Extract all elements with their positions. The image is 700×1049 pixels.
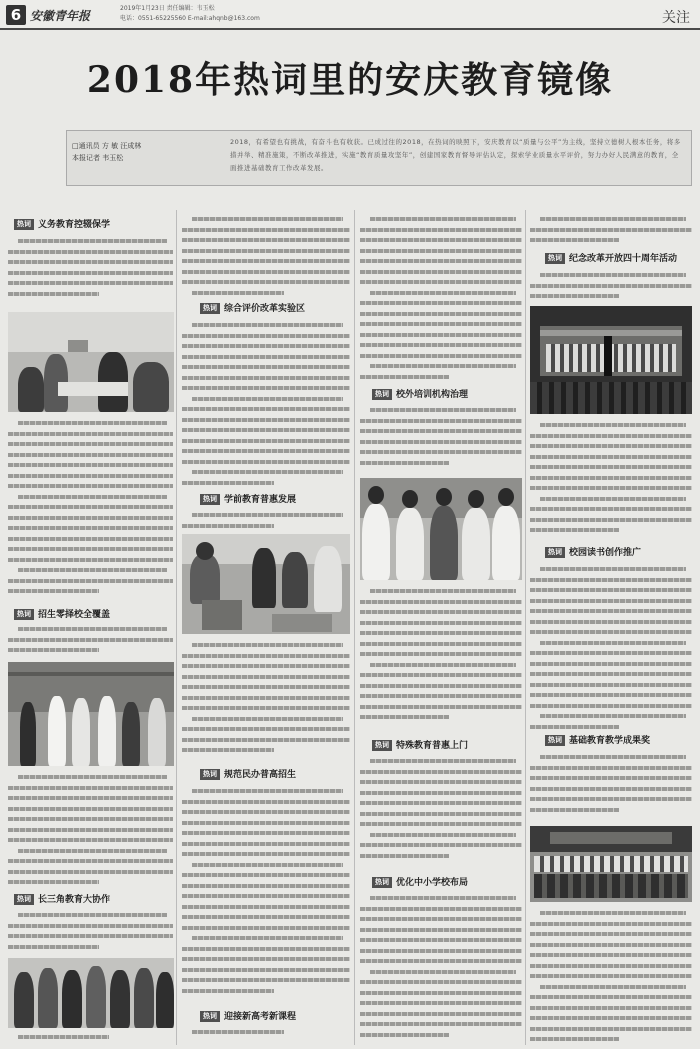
text-line — [360, 639, 522, 650]
text-line — [530, 431, 692, 442]
text-line — [530, 504, 692, 515]
article-text — [182, 640, 350, 760]
text-line — [530, 515, 692, 526]
byline-reporters: □通讯员 方 敏 汪成林 — [72, 142, 142, 150]
byline — [72, 140, 141, 164]
text-line — [182, 246, 350, 257]
section-heading — [14, 893, 110, 907]
text-line — [360, 809, 522, 820]
text-line — [8, 910, 173, 921]
text-line — [8, 942, 173, 953]
text-line — [8, 460, 173, 471]
text-line — [530, 701, 692, 712]
text-line — [8, 555, 173, 566]
text-line — [530, 711, 692, 722]
article-text — [530, 420, 692, 542]
text-line — [182, 693, 350, 704]
article-text — [8, 236, 173, 308]
text-line — [360, 586, 522, 597]
text-line — [182, 362, 350, 373]
section-title: 优化中小学校布局 — [396, 878, 469, 888]
text-line — [360, 597, 522, 608]
text-line — [360, 660, 522, 671]
text-line — [530, 971, 692, 982]
section-title: 学前教育普惠发展 — [224, 495, 297, 505]
text-line — [360, 458, 522, 469]
text-line — [8, 825, 173, 836]
text-line — [360, 702, 522, 713]
text-line — [360, 649, 522, 660]
article-text — [182, 214, 350, 299]
text-line — [530, 752, 692, 763]
text-line — [360, 298, 522, 309]
section-tag: 热词 — [545, 253, 565, 264]
photo-children-playing — [182, 534, 350, 634]
column-divider — [525, 210, 526, 1045]
text-line — [182, 467, 350, 478]
article-text — [530, 214, 692, 246]
text-line — [530, 992, 692, 1003]
text-line — [182, 703, 350, 714]
section-heading — [545, 252, 677, 266]
section-title: 长三角教育大协作 — [38, 895, 111, 905]
page-number: 6 — [6, 5, 26, 25]
text-line — [530, 281, 692, 292]
text-line — [182, 965, 350, 976]
text-line — [530, 784, 692, 795]
text-line — [360, 267, 522, 278]
text-line — [530, 982, 692, 993]
article-text — [360, 214, 522, 384]
photo-meeting — [8, 312, 174, 412]
text-line — [360, 372, 522, 383]
text-line — [182, 640, 350, 651]
text-line — [360, 607, 522, 618]
text-line — [360, 416, 522, 427]
section-heading — [372, 388, 468, 402]
text-line — [530, 659, 692, 670]
text-line — [530, 270, 692, 281]
text-line — [360, 618, 522, 629]
text-line — [182, 724, 350, 735]
text-line — [182, 510, 350, 521]
text-line — [530, 794, 692, 805]
text-line — [8, 814, 173, 825]
text-line — [8, 835, 173, 846]
text-line — [8, 635, 173, 646]
section-title: 纪念改革开放四十周年活动 — [569, 254, 678, 264]
column-divider — [176, 210, 177, 1045]
text-line — [182, 975, 350, 986]
text-line — [182, 288, 350, 299]
text-line — [530, 214, 692, 225]
section-heading — [545, 546, 641, 560]
text-line — [182, 415, 350, 426]
text-line — [182, 521, 350, 532]
article-text — [530, 564, 692, 732]
article-text — [182, 510, 350, 532]
text-line — [182, 331, 350, 342]
text-line — [8, 247, 173, 258]
text-line — [182, 786, 350, 797]
text-line — [360, 767, 522, 778]
text-line — [8, 257, 173, 268]
text-line — [530, 908, 692, 919]
text-line — [360, 1009, 522, 1020]
text-line — [182, 672, 350, 683]
text-line — [360, 914, 522, 925]
text-line — [182, 860, 350, 871]
column-divider — [354, 210, 355, 1045]
text-line — [8, 576, 173, 587]
text-line — [360, 670, 522, 681]
article-text — [8, 910, 173, 954]
section-tag: 热词 — [200, 303, 220, 314]
text-line — [8, 544, 173, 555]
text-line — [360, 1030, 522, 1041]
text-line — [8, 481, 173, 492]
text-line — [360, 340, 522, 351]
text-line — [182, 881, 350, 892]
text-line — [530, 235, 692, 246]
newspaper-name: 安徽青年报 — [30, 9, 91, 23]
text-line — [182, 320, 350, 331]
section-title: 规范民办普高招生 — [224, 770, 297, 780]
article-text — [8, 772, 173, 890]
text-line — [182, 352, 350, 363]
text-line — [360, 319, 522, 330]
section-tag: 热词 — [14, 894, 34, 905]
text-line — [360, 925, 522, 936]
text-line — [182, 797, 350, 808]
text-line — [530, 1024, 692, 1035]
text-line — [182, 661, 350, 672]
text-line — [530, 950, 692, 961]
text-line — [360, 246, 522, 257]
text-line — [360, 256, 522, 267]
text-line — [530, 1013, 692, 1024]
text-line — [182, 682, 350, 693]
lead-paragraph: 2018，有希望也有挑战，有奋斗也有收获。已成过往的2018，在热词的映照下，安庆教育以“质量与公平”为主线，坚持立德树人根本任务，将多措并举、精准施策，不断改革推进，实施“教育质量攻坚年”，创建国家教育督导评估认定，探索学业质量水平评价，努力办好人民满意的教育，全面推进基础教育工作改革发展。 — [230, 138, 681, 172]
section-heading — [14, 608, 110, 622]
text-line — [8, 418, 173, 429]
text-line — [360, 681, 522, 692]
text-line — [182, 267, 350, 278]
text-line — [360, 330, 522, 341]
text-line — [360, 235, 522, 246]
article-text — [530, 270, 692, 304]
text-line — [182, 954, 350, 965]
text-line — [360, 437, 522, 448]
text-line — [8, 586, 173, 597]
text-line — [530, 805, 692, 816]
section-heading — [200, 768, 296, 782]
text-line — [182, 870, 350, 881]
text-line — [360, 998, 522, 1009]
text-line — [360, 756, 522, 767]
text-line — [8, 931, 173, 942]
section-tag: 热词 — [372, 877, 392, 888]
text-line — [360, 893, 522, 904]
text-line — [182, 839, 350, 850]
page-header — [0, 0, 700, 30]
article-text — [8, 624, 173, 656]
text-line — [182, 373, 350, 384]
text-line — [8, 492, 173, 503]
text-line — [182, 1027, 350, 1038]
text-line — [360, 798, 522, 809]
text-line — [530, 525, 692, 536]
text-line — [360, 851, 522, 862]
text-line — [530, 575, 692, 586]
section-title: 迎接新高考新课程 — [224, 1012, 297, 1022]
text-line — [530, 225, 692, 236]
text-line — [182, 986, 350, 997]
headline: 2018年热词里的安庆教育镜像 — [86, 59, 614, 101]
text-line — [360, 777, 522, 788]
text-line — [182, 714, 350, 725]
photo-group — [8, 958, 174, 1028]
section-tag: 热词 — [200, 1011, 220, 1022]
text-line — [360, 935, 522, 946]
article-text — [530, 908, 692, 1046]
text-line — [530, 648, 692, 659]
text-line — [8, 450, 173, 461]
photo-students-uniform — [360, 478, 522, 580]
text-line — [530, 420, 692, 431]
section-tag: 热词 — [372, 740, 392, 751]
text-line — [8, 645, 173, 656]
article-text — [360, 756, 522, 871]
text-line — [530, 669, 692, 680]
text-line — [182, 235, 350, 246]
text-line — [182, 818, 350, 829]
text-line — [8, 278, 173, 289]
section-heading — [14, 218, 110, 232]
section-tag: 热词 — [372, 389, 392, 400]
text-line — [8, 565, 173, 576]
text-line — [182, 849, 350, 860]
text-line — [182, 944, 350, 955]
photo-award-ceremony — [530, 826, 692, 902]
section-title: 特殊教育普惠上门 — [396, 741, 469, 751]
text-line — [8, 236, 173, 247]
text-line — [530, 961, 692, 972]
text-line — [182, 923, 350, 934]
article-text — [360, 405, 522, 473]
text-line — [530, 291, 692, 302]
text-line — [182, 745, 350, 756]
section-tag: 热词 — [14, 609, 34, 620]
photo-stage-performance — [530, 306, 692, 414]
text-line — [8, 877, 173, 888]
text-line — [530, 585, 692, 596]
text-line — [8, 783, 173, 794]
text-line — [182, 225, 350, 236]
text-line — [8, 772, 173, 783]
text-line — [182, 478, 350, 489]
text-line — [360, 904, 522, 915]
text-line — [8, 804, 173, 815]
article-text — [8, 1032, 173, 1046]
section-heading — [200, 1010, 296, 1024]
contact-info: 电话：0551-65225560 E-mail:ahqnb@163.com — [120, 15, 260, 22]
text-line — [182, 446, 350, 457]
text-line — [8, 793, 173, 804]
text-line — [530, 919, 692, 930]
text-line — [360, 225, 522, 236]
text-line — [530, 606, 692, 617]
article-text — [360, 586, 522, 726]
text-line — [530, 1003, 692, 1014]
issue-date-editor: 2019年1月23日 责任编辑：韦玉松 — [120, 5, 215, 12]
text-line — [530, 763, 692, 774]
text-line — [8, 513, 173, 524]
text-line — [8, 867, 173, 878]
text-line — [182, 394, 350, 405]
text-line — [8, 846, 173, 857]
article-text — [8, 418, 173, 603]
text-line — [8, 523, 173, 534]
text-line — [8, 1032, 173, 1043]
byline-journalist: 本报记者 韦玉松 — [72, 154, 124, 162]
text-line — [360, 405, 522, 416]
section-title: 综合评价改革实验区 — [224, 304, 306, 314]
text-line — [360, 819, 522, 830]
text-line — [360, 426, 522, 437]
text-line — [530, 1034, 692, 1045]
text-line — [530, 638, 692, 649]
section-heading — [200, 493, 296, 507]
article-text — [360, 893, 522, 1045]
text-line — [8, 439, 173, 450]
section-heading — [372, 739, 468, 753]
text-line — [530, 627, 692, 638]
text-line — [530, 773, 692, 784]
text-line — [360, 840, 522, 851]
text-line — [8, 502, 173, 513]
text-line — [182, 651, 350, 662]
section-title: 校外培训机构治理 — [396, 390, 469, 400]
text-line — [8, 471, 173, 482]
text-line — [360, 712, 522, 723]
section-title: 义务教育控辍保学 — [38, 220, 111, 230]
text-line — [182, 807, 350, 818]
text-line — [360, 956, 522, 967]
text-line — [8, 921, 173, 932]
text-line — [360, 967, 522, 978]
section-tag: 热词 — [200, 769, 220, 780]
text-line — [182, 902, 350, 913]
text-line — [8, 429, 173, 440]
text-line — [8, 268, 173, 279]
article-text — [182, 320, 350, 490]
section-tag: 热词 — [545, 735, 565, 746]
text-line — [530, 473, 692, 484]
text-line — [8, 534, 173, 545]
text-line — [360, 788, 522, 799]
text-line — [360, 277, 522, 288]
text-line — [530, 462, 692, 473]
text-line — [182, 425, 350, 436]
section-label: 关注 — [662, 10, 690, 26]
text-line — [182, 436, 350, 447]
text-line — [360, 830, 522, 841]
text-line — [360, 691, 522, 702]
text-line — [530, 483, 692, 494]
text-line — [182, 912, 350, 923]
text-line — [530, 940, 692, 951]
text-line — [530, 690, 692, 701]
text-line — [182, 891, 350, 902]
text-line — [360, 214, 522, 225]
text-line — [182, 404, 350, 415]
text-line — [360, 988, 522, 999]
section-tag: 热词 — [200, 494, 220, 505]
text-line — [530, 452, 692, 463]
section-heading — [545, 734, 650, 748]
photo-school-visit — [8, 662, 174, 766]
article-text — [530, 752, 692, 820]
text-line — [530, 494, 692, 505]
text-line — [182, 256, 350, 267]
text-line — [8, 289, 173, 300]
text-line — [360, 288, 522, 299]
text-line — [530, 564, 692, 575]
section-tag: 热词 — [545, 547, 565, 558]
text-line — [360, 309, 522, 320]
text-line — [182, 828, 350, 839]
text-line — [182, 933, 350, 944]
text-line — [360, 628, 522, 639]
section-tag: 热词 — [14, 219, 34, 230]
text-line — [182, 457, 350, 468]
section-title: 校园读书创作推广 — [569, 548, 642, 558]
section-title: 招生零择校全覆盖 — [38, 610, 111, 620]
text-line — [360, 946, 522, 957]
text-line — [8, 856, 173, 867]
text-line — [530, 596, 692, 607]
article-text — [182, 786, 350, 1006]
text-line — [8, 624, 173, 635]
text-line — [360, 447, 522, 458]
text-line — [182, 735, 350, 746]
section-heading — [200, 302, 305, 316]
text-line — [360, 361, 522, 372]
text-line — [182, 214, 350, 225]
text-line — [360, 977, 522, 988]
text-line — [530, 617, 692, 628]
text-line — [182, 277, 350, 288]
text-line — [530, 722, 692, 733]
text-line — [360, 1019, 522, 1030]
text-line — [530, 441, 692, 452]
text-line — [530, 929, 692, 940]
section-title: 基础教育教学成果奖 — [569, 736, 651, 746]
text-line — [530, 680, 692, 691]
text-line — [182, 341, 350, 352]
text-line — [360, 351, 522, 362]
section-heading — [372, 876, 468, 890]
text-line — [182, 383, 350, 394]
article-text — [182, 1027, 350, 1047]
